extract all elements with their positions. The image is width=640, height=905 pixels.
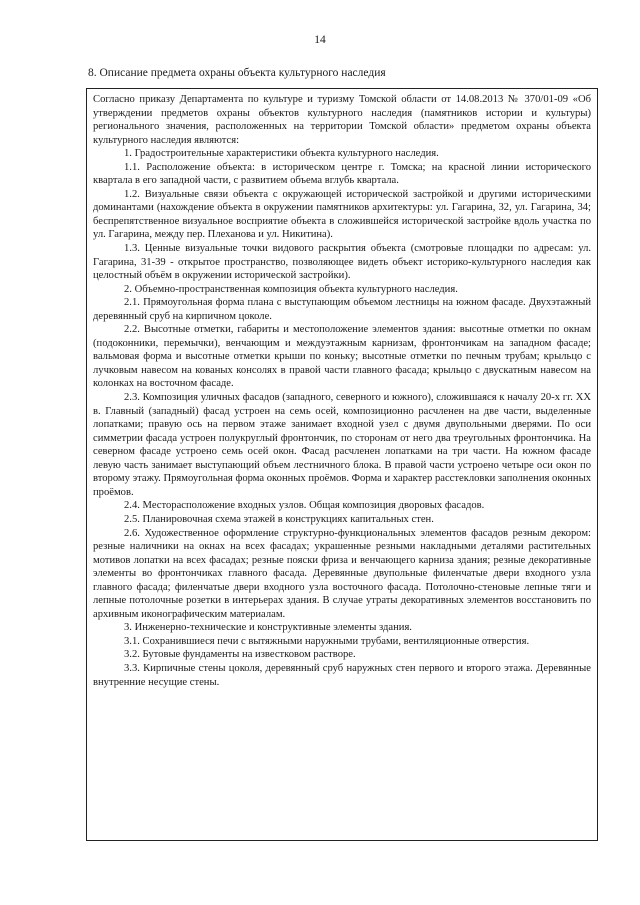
item-3-1: 3.1. Сохранившиеся печи с вытяжными наружными трубами, вентиляционные отверстия. (124, 635, 530, 647)
protection-subject-text (93, 93, 591, 689)
item-2-5: 2.5. Планировочная схема этажей в конструкциях капитальных стен. (124, 513, 434, 525)
item-2-6: 2.6. Художественное оформление структурно-функциональных элементов фасадов резным декором: резные наличники на окнах на всех фасадах; украшенные резными накладными деталями растительных мотивов лопатки на всех фасадах; резные пояски фриза и венчающего карниза здания; резные декоративные элементы во фронтончиках главного фасада. Деревянные двупольные филенчатые двери входного узла главного фасада; филенчатые двери входного узла восточного фасада. Потолочно-стеновые лепные тяги и лепные потолочные розетки в интерьерах здания. В случае утраты декоративных элементов восстановить по архивным иконографическим материалам. (93, 527, 591, 620)
item-2-1: 2.1. Прямоугольная форма плана с выступающим объемом лестницы на южном фасаде. Двухэтажный деревянный сруб на кирпичном цоколе. (93, 297, 591, 322)
item-2-4: 2.4. Месторасположение входных узлов. Общая композиция дворовых фасадов. (124, 500, 485, 512)
item-1-2: 1.2. Визуальные связи объекта с окружающей исторической застройкой и другими историческими доминантами (нахождение объекта в окружении памятников архитектуры: ул. Гагарина, 32, ул. Гагарина, 34; беспрепятственное визуальное восприятие объекта в сложившейся исторической застройке вдоль участка по ул. Гагарина, между пер. Плеханова и ул. Никитина). (93, 188, 591, 241)
item-3-2: 3.2. Бутовые фундаменты на известковом растворе. (124, 649, 356, 661)
protection-subject-box (86, 88, 598, 841)
item-3-3: 3.3. Кирпичные стены цоколя, деревянный сруб наружных стен первого и второго этажа. Деревянные внутренние несущие стены. (93, 662, 591, 688)
page-number: 14 (314, 34, 326, 46)
item-1-3: 1.3. Ценные визуальные точки видового раскрытия объекта (смотровые площадки по адресам: ул. Гагарина, 31-39 - открытое пространство, позволяющее видеть объект историко-культурного наследия как целостный объём в окружении исторической застройки). (93, 243, 591, 282)
item-3: 3. Инженерно-технические и конструктивные элементы здания. (124, 622, 412, 634)
item-1-1: 1.1. Расположение объекта: в историческом центре г. Томска; на красной линии исторического квартала в его западной части, с развитием объема вглубь квартала. (93, 161, 591, 187)
item-1: 1. Градостроительные характеристики объекта культурного наследия. (124, 148, 439, 160)
section-heading: 8. Описание предмета охраны объекта культурного наследия (88, 67, 386, 79)
item-2: 2. Объемно-пространственная композиция объекта культурного наследия. (124, 283, 458, 295)
item-2-3: 2.3. Композиция уличных фасадов (западного, северного и южного), сложившаяся к началу 20-х гг. XX в. Главный (западный) фасад устроен на семь осей, композиционно расчленен на две части, выделенные лопатками; правую ось на первом этаже занимает входной узел с двумя двупольными дверями. По оси симметрии фасада устроен полукруглый фронтончик, по сторонам от него два треугольных фронтончика. На северном фасаде устроено семь осей окон. Фасад расчленен лопатками на три части. На южном фасаде левую часть занимает выступающий объем лестничного блока. В правой части устроено четыре оси окон по второму этажу. Прямоугольная форма оконных проёмов. Форма и характер расстекловки заполнения оконных проёмов. (93, 392, 591, 498)
item-2-2: 2.2. Высотные отметки, габариты и местоположение элементов здания: высотные отметки по окнам (подоконники, перемычки), венчающим и междуэтажным карнизам, фронтончикам на западном фасаде; вальмовая форма и высотные отметки крыши по коньку; высотные отметки по печным трубам; крыльцо с лучковым навесом на кованых консолях в правой части главного фасада; крыльцо с двускатным навесом на колонках на восточном фасаде. (93, 324, 591, 390)
intro-paragraph: Согласно приказу Департамента по культуре и туризму Томской области от 14.08.2013 № 370/01-09 «Об утверждении предметов охраны объектов культурного наследия (памятников истории и культуры) регионального значения, расположенных на территории Томской области» предметом охраны объекта культурного наследия являются: (93, 94, 591, 146)
